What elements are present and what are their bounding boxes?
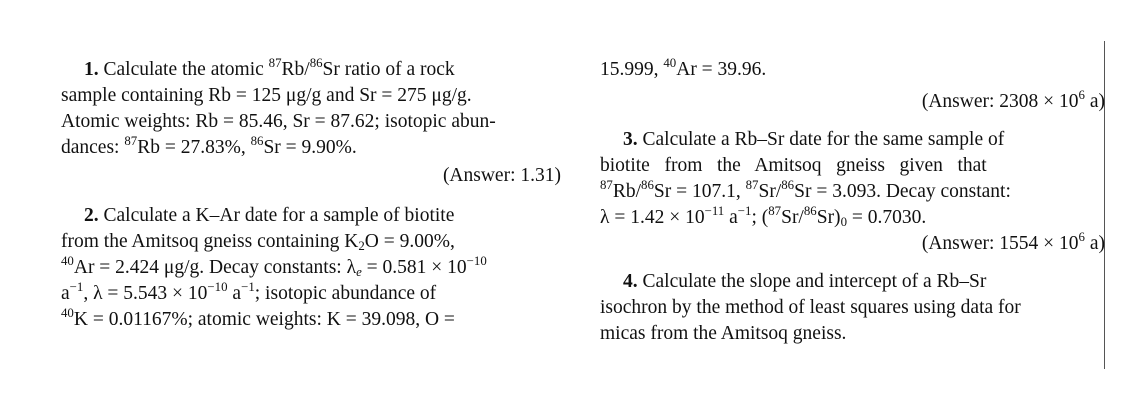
p2-ans-b: a) (1084, 91, 1105, 112)
problem-4-line-2 (600, 295, 1105, 321)
p1-l3: Atomic weights: Rb = 85.46, Sr = 87.62; isotopic abun- (61, 111, 496, 132)
problem-2-line-1 (84, 203, 561, 229)
p3-l3-sup3: 87 (745, 178, 759, 193)
problem-3-line-3 (600, 179, 1105, 205)
problem-2-line-5 (61, 307, 561, 333)
p1-l1-b: Rb/ (281, 59, 310, 80)
problem-1-line-4 (61, 135, 561, 161)
p3-l4-sup2: 86 (803, 204, 817, 219)
p1-l1-sup2: 86 (309, 56, 323, 71)
p3-l3-c: Sr/ (758, 181, 782, 202)
p2-cont-a: 15.999, (600, 59, 664, 80)
p2-l2-a: from the Amitsoq gneiss containing K (61, 231, 359, 252)
p4-l2: isochron by the method of least squares using data for (600, 297, 1021, 318)
p2-ans-a: (Answer: 2308 × 10 (921, 91, 1079, 112)
problem-1-answer (61, 163, 561, 189)
p3-l3-d: Sr = 3.093. Decay constant: (794, 181, 1011, 202)
p3-l3-a: Rb/ (612, 181, 642, 202)
p3-l2: biotite from the Amitsoq gneiss given that (600, 155, 987, 176)
problem-3-number: 3. (623, 129, 638, 150)
problem-3-line-1 (623, 127, 1105, 153)
problem-2-answer (600, 89, 1105, 115)
problem-1-line-1 (84, 57, 561, 83)
p3-l4-a: λ = 1.42 × 10 (600, 207, 705, 228)
p2-l4-a: a (61, 283, 70, 304)
p3-l4-e: Sr) (816, 207, 841, 228)
p3-l4-sup1: 87 (768, 204, 782, 219)
problem-2-line-3 (61, 255, 561, 281)
p1-l2: sample containing Rb = 125 μg/g and Sr = 275 μg/g. (61, 85, 472, 106)
problem-1-line-2 (61, 83, 561, 109)
p2-l2-b: O = 9.00%, (364, 231, 455, 252)
p2-l3-exp: −10 (466, 254, 487, 269)
p2-l3-b: = 0.581 × 10 (361, 257, 467, 278)
p2-l5-sup: 40 (61, 306, 74, 321)
problem-3-answer (600, 231, 1105, 257)
p1-l4-sup1: 87 (124, 134, 138, 149)
p3-l4-b: a (724, 207, 738, 228)
p2-l2-sub: 2 (358, 239, 365, 254)
p2-l4-sup3: −1 (241, 280, 255, 295)
p1-l1-sup1: 87 (268, 56, 282, 71)
p3-l4-c: ; ( (751, 207, 769, 228)
p1-answer: (Answer: 1.31) (442, 165, 561, 186)
p2-l3-sup: 40 (61, 254, 74, 269)
p2-l4-b: , λ = 5.543 × 10 (83, 283, 208, 304)
p3-l4-d: Sr/ (781, 207, 804, 228)
p3-ans-b: a) (1084, 233, 1105, 254)
problem-2-line-2 (61, 229, 561, 255)
p3-l3-sup2: 86 (641, 178, 654, 193)
p3-ans-exp: 6 (1078, 230, 1085, 245)
p2-l3-a: Ar = 2.424 μg/g. Decay constants: λ (73, 257, 357, 278)
problem-1-line-3 (61, 109, 561, 135)
p2-cont-sup: 40 (663, 56, 677, 71)
p1-l4-c: Sr = 9.90%. (263, 137, 357, 158)
p3-l4-exp2: −1 (737, 204, 752, 219)
p1-l4-b: Rb = 27.83%, (137, 137, 251, 158)
p3-l3-b: Sr = 107.1, (653, 181, 746, 202)
p4-l1: Calculate the slope and intercept of a Rb–Sr (642, 271, 987, 292)
p1-l4-sup2: 86 (250, 134, 264, 149)
problem-2-number: 2. (84, 205, 99, 226)
problem-3-line-4 (600, 205, 1105, 231)
problem-2-continuation (600, 57, 1105, 83)
p2-l4-sup1: −1 (69, 280, 84, 295)
p1-l4-a: dances: (61, 137, 125, 158)
p2-l1: Calculate a K–Ar date for a sample of biotite (103, 205, 455, 226)
p4-l3: micas from the Amitsoq gneiss. (600, 323, 847, 344)
p1-l1-a: Calculate the atomic (103, 59, 269, 80)
p3-l4-f: = 0.7030. (847, 207, 927, 228)
problem-4-number: 4. (623, 271, 638, 292)
problem-4-line-3 (600, 321, 1105, 347)
p3-l4-exp1: −11 (704, 204, 725, 219)
p3-l3-sup1: 87 (600, 178, 613, 193)
p3-l3-sup4: 86 (781, 178, 795, 193)
problem-1-number: 1. (84, 59, 99, 80)
p2-l5-a: K = 0.01167%; atomic weights: K = 39.098, O = (73, 309, 455, 330)
problem-2-line-4 (61, 281, 561, 307)
p2-l4-d: ; isotopic abundance of (254, 283, 437, 304)
problem-4-line-1 (623, 269, 1105, 295)
p3-ans-a: (Answer: 1554 × 10 (921, 233, 1079, 254)
p2-l4-sup2: −10 (207, 280, 228, 295)
problem-3-line-2 (600, 153, 1105, 179)
p3-l4-sub: 0 (840, 215, 847, 230)
p3-l1: Calculate a Rb–Sr date for the same sample of (642, 129, 1005, 150)
p2-l3-sub: e (356, 265, 362, 280)
p2-l4-c: a (227, 283, 242, 304)
p2-ans-exp: 6 (1078, 88, 1085, 103)
p2-cont-b: Ar = 39.96. (676, 59, 767, 80)
p1-l1-c: Sr ratio of a rock (322, 59, 455, 80)
